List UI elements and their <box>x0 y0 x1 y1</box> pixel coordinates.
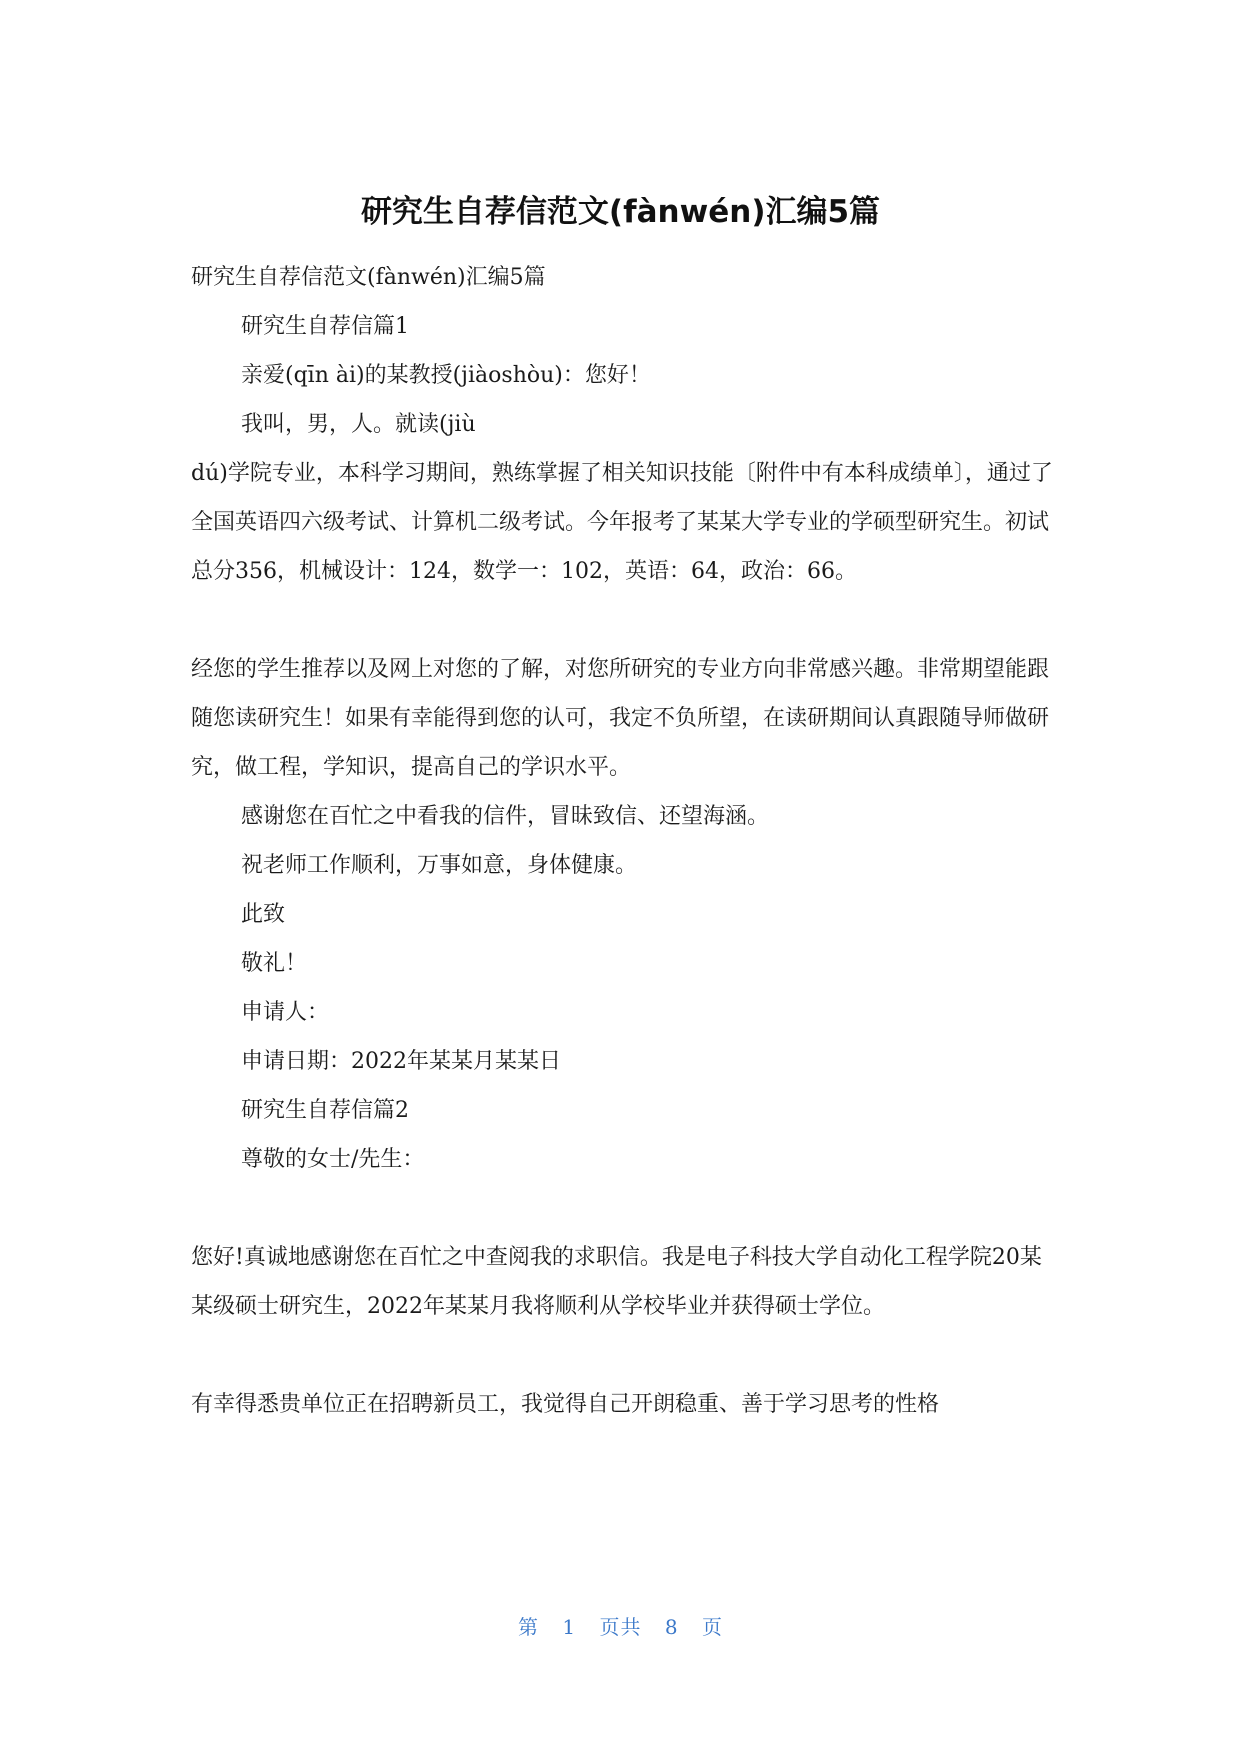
salutation-1: 亲爱(qīn ài)的某教授(jiàoshòu)：您好！ <box>241 363 651 388</box>
document-title: 研究生自荐信范文(fànwén)汇编5篇 <box>360 194 881 230</box>
footer-suffix: 页 <box>701 1615 723 1639</box>
footer-mid: 页共 <box>599 1615 642 1639</box>
section-heading-2: 研究生自荐信篇2 <box>241 1098 409 1123</box>
footer-page-number: 1 <box>562 1615 577 1639</box>
subtitle-line: 研究生自荐信范文(fànwén)汇编5篇 <box>191 265 546 290</box>
salutation-2: 尊敬的女士/先生： <box>241 1147 425 1172</box>
footer-prefix: 第 <box>518 1615 540 1639</box>
paragraph-greeting: 您好!真诚地感谢您在百忙之中查阅我的求职信。我是电子科技大学自动化工程学院20某某级硕士研究生，2022年某某月我将顺利从学校毕业并获得硕士学位。 <box>191 1245 1042 1319</box>
date-line: 申请日期：2022年某某月某某日 <box>241 1049 561 1074</box>
paragraph-intro: 我叫，男，人。就读(jiù <box>241 412 476 437</box>
closing-2: 敬礼！ <box>241 951 308 976</box>
paragraph-recruit: 有幸得悉贵单位正在招聘新员工，我觉得自己开朗稳重、善于学习思考的性格 <box>191 1392 940 1417</box>
page-footer <box>0 1611 1241 1640</box>
paragraph-interest: 经您的学生推荐以及网上对您的了解，对您所研究的专业方向非常感兴趣。非常期望能跟随您读研究生！如果有幸能得到您的认可，我定不负所望，在读研期间认真跟随导师做研究，做工程，学知识，提高自己的学识水平。 <box>191 657 1050 780</box>
footer-total-pages: 8 <box>664 1615 679 1639</box>
paragraph-wishes: 祝老师工作顺利，万事如意，身体健康。 <box>241 853 638 878</box>
applicant-line: 申请人： <box>241 1000 330 1025</box>
document-body <box>191 253 1057 1429</box>
section-heading-1: 研究生自荐信篇1 <box>241 314 409 339</box>
paragraph-study: dú)学院专业，本科学习期间，熟练掌握了相关知识技能〔附件中有本科成绩单〕，通过了全国英语四六级考试、计算机二级考试。今年报考了某某大学专业的学硕型研究生。初试总分356，机械设计：124，数学一：102，英语：64，政治：66。 <box>191 461 1053 584</box>
closing-1: 此致 <box>241 902 286 927</box>
paragraph-thanks: 感谢您在百忙之中看我的信件，冒昧致信、还望海涵。 <box>241 804 770 829</box>
